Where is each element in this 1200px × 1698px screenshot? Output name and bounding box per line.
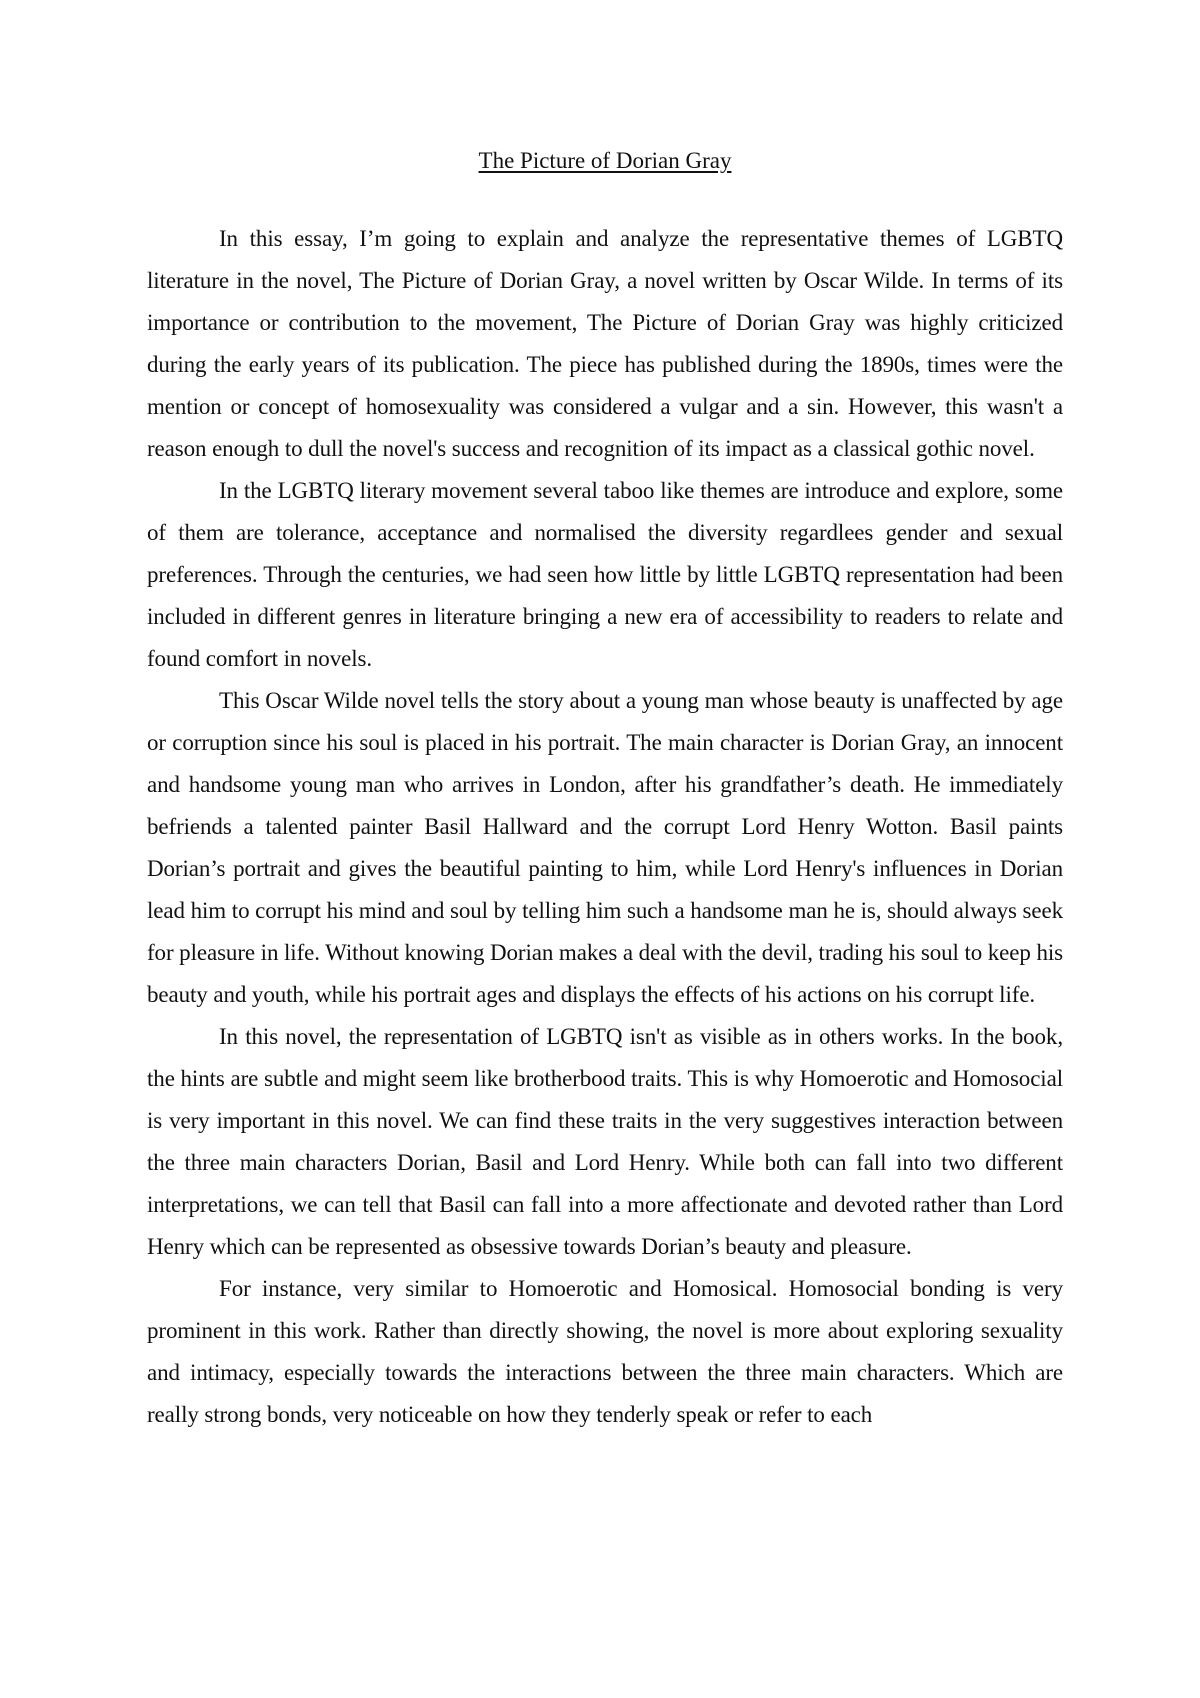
paragraph-3: This Oscar Wilde novel tells the story about a young man whose beauty is unaffected by age or corruption since his soul is placed in his portrait. The main character is Dorian Gray, an innocent and handsome young man who arrives in London, after his grandfather’s death. He immediately befriends a talented painter Basil Hallward and the corrupt Lord Henry Wotton. Basil paints Dorian’s portrait and gives the beautiful painting to him, while Lord Henry's influences in Dorian lead him to corrupt his mind and soul by telling him such a handsome man he is, should always seek for pleasure in life. Without knowing Dorian makes a deal with the devil, trading his soul to keep his beauty and youth, while his portrait ages and displays the effects of his actions on his corrupt life. bbox=[147, 688, 1063, 1007]
paragraph-5: For instance, very similar to Homoerotic and Homosical. Homosocial bonding is very prominent in this work. Rather than directly showing, the novel is more about exploring sexuality and intimacy, especially towards the interactions between the three main characters. Which are really strong bonds, very noticeable on how they tenderly speak or refer to each bbox=[147, 1276, 1063, 1427]
document-body bbox=[147, 142, 1063, 1436]
document-title: The Picture of Dorian Gray bbox=[478, 148, 732, 173]
paragraph-2: In the LGBTQ literary movement several taboo like themes are introduce and explore, some of them are tolerance, acceptance and normalised the diversity regardlees gender and sexual preferences. Through the centuries, we had seen how little by little LGBTQ representation had been included in different genres in literature bringing a new era of accessibility to readers to relate and found comfort in novels. bbox=[147, 478, 1063, 671]
paragraph-4: In this novel, the representation of LGBTQ isn't as visible as in others works. In the book, the hints are subtle and might seem like brotherbood traits. This is why Homoerotic and Homosocial is very important in this novel. We can find these traits in the very suggestives interaction between the three main characters Dorian, Basil and Lord Henry. While both can fall into two different interpretations, we can tell that Basil can fall into a more affectionate and devoted rather than Lord Henry which can be represented as obsessive towards Dorian’s beauty and pleasure. bbox=[147, 1024, 1063, 1259]
paragraph-1: In this essay, I’m going to explain and analyze the representative themes of LGBTQ literature in the novel, The Picture of Dorian Gray, a novel written by Oscar Wilde. In terms of its importance or contribution to the movement, The Picture of Dorian Gray was highly criticized during the early years of its publication. The piece has published during the 1890s, times were the mention or concept of homosexuality was considered a vulgar and a sin. However, this wasn't a reason enough to dull the novel's success and recognition of its impact as a classical gothic novel. bbox=[147, 226, 1063, 461]
